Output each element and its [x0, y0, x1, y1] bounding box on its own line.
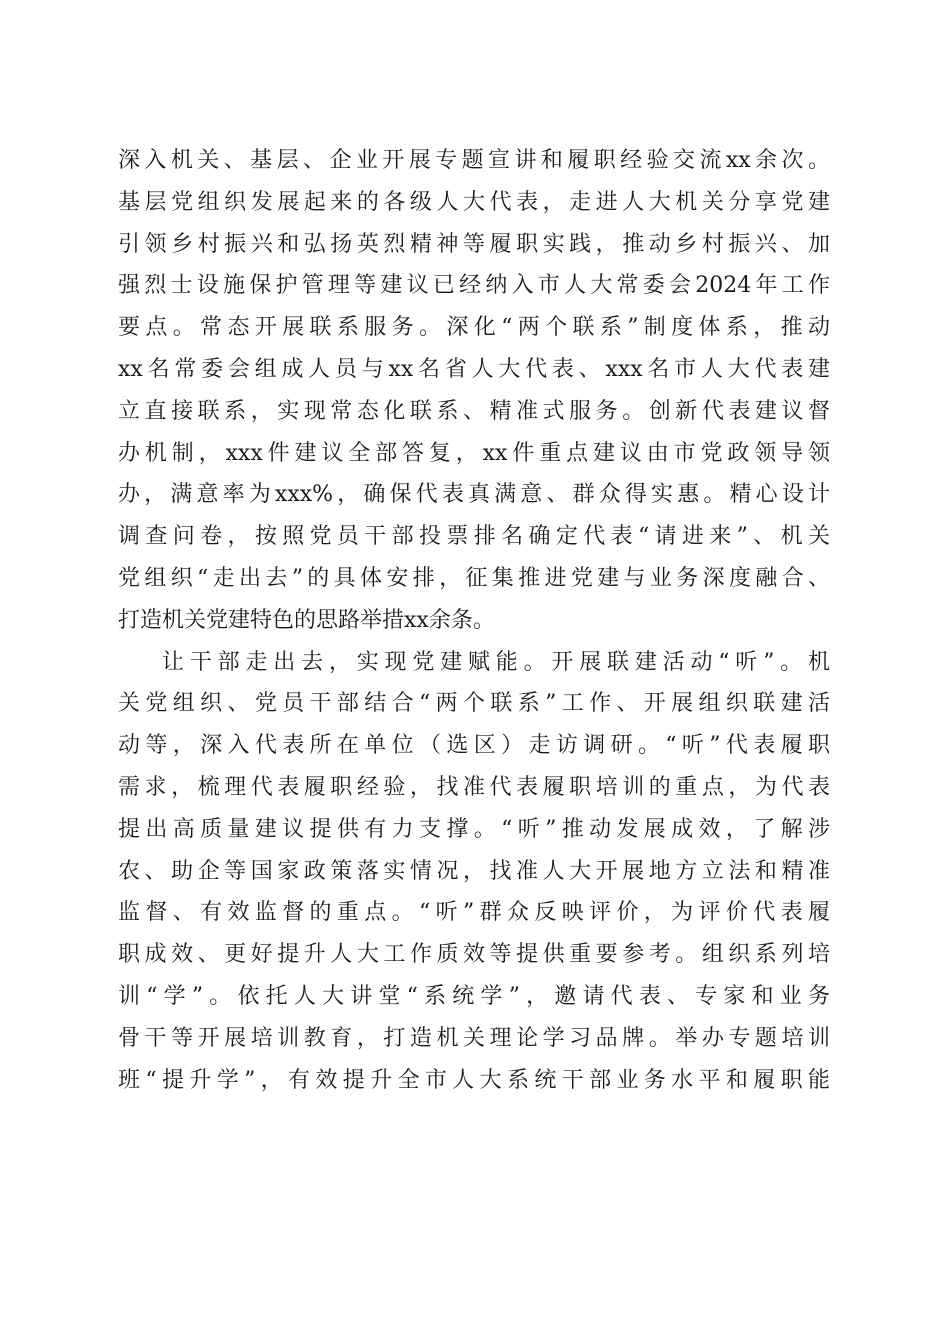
text-line: 打造机关党建特色的思路举措xx余条。	[118, 607, 495, 633]
text-line: 基层党组织发展起来的各级人大代表，走进人大机关分享党建	[118, 189, 830, 215]
text-line: 深入机关、基层、企业开展专题宣讲和履职经验交流xx余次。	[118, 148, 830, 173]
paragraph-2	[118, 642, 830, 1102]
text-line: 办，满意率为xxx%，确保代表真满意、群众得实惠。精心设计	[118, 482, 830, 508]
text-line: 训“学”。依托人大讲堂“系统学”，邀请代表、专家和业务	[118, 983, 830, 1009]
text-line: 调查问卷，按照党员干部投票排名确定代表“请进来”、机关	[118, 524, 830, 550]
text-line: 动等，深入代表所在单位（选区）走访调研。“听”代表履职	[118, 733, 830, 759]
text-line: 监督、有效监督的重点。“听”群众反映评价，为评价代表履	[118, 900, 830, 926]
text-line: 提出高质量建议提供有力支撑。“听”推动发展成效，了解涉	[118, 816, 830, 842]
paragraph-1	[118, 140, 830, 642]
text-line: 要点。常态开展联系服务。深化“两个联系”制度体系，推动	[118, 315, 830, 341]
text-line: xx名常委会组成人员与xx名省人大代表、xxx名市人大代表建	[118, 356, 830, 382]
text-line: 引领乡村振兴和弘扬英烈精神等履职实践，推动乡村振兴、加	[118, 231, 830, 257]
text-line: 职成效、更好提升人大工作质效等提供重要参考。组织系列培	[118, 942, 830, 968]
text-line: 强烈士设施保护管理等建议已经纳入市人大常委会2024年工作	[118, 273, 830, 299]
text-line: 班“提升学”，有效提升全市人大系统干部业务水平和履职能	[118, 1067, 830, 1093]
text-line: 骨干等开展培训教育，打造机关理论学习品牌。举办专题培训	[118, 1025, 830, 1051]
text-line: 办机制，xxx件建议全部答复，xx件重点建议由市党政领导领	[118, 440, 830, 466]
text-line: 农、助企等国家政策落实情况，找准人大开展地方立法和精准	[118, 858, 830, 884]
text-line: 关党组织、党员干部结合“两个联系”工作、开展组织联建活	[118, 691, 830, 717]
text-line: 党组织“走出去”的具体安排，征集推进党建与业务深度融合、	[118, 565, 830, 591]
body-text	[118, 140, 830, 1101]
text-line: 让干部走出去，实现党建赋能。开展联建活动“听”。机	[162, 649, 830, 675]
text-line: 需求，梳理代表履职经验，找准代表履职培训的重点，为代表	[118, 774, 830, 800]
text-line: 立直接联系，实现常态化联系、精准式服务。创新代表建议督	[118, 398, 830, 424]
